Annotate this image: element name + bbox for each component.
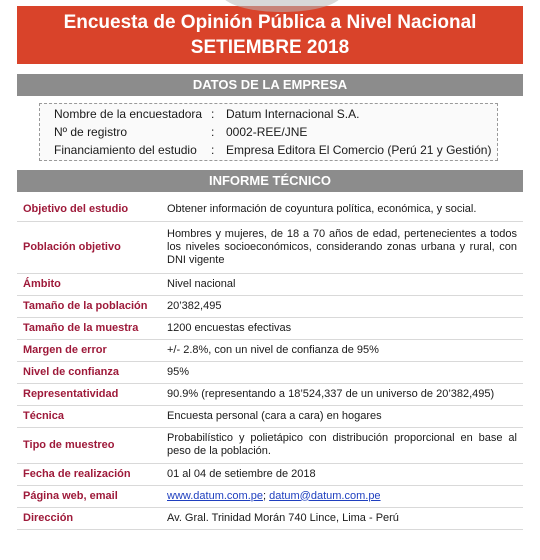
technical-section-heading: INFORME TÉCNICO (17, 170, 523, 192)
row-value (161, 485, 523, 507)
row-label: Tamaño de la muestra (17, 317, 161, 339)
row-value: Encuesta personal (cara a cara) en hogares (161, 405, 523, 427)
table-row (17, 361, 523, 383)
company-value: Empresa Editora El Comercio (Perú 21 y Gestión) (226, 143, 492, 157)
row-value: 01 al 04 de setiembre de 2018 (161, 463, 523, 485)
row-value: Hombres y mujeres, de 18 a 70 años de edad, pertenecientes a todos los niveles socioeconómicos, considerando zonas urbana y rural, con DNI vigente (161, 221, 523, 273)
table-row (17, 405, 523, 427)
row-value: Av. Gral. Trinidad Morán 740 Lince, Lima - Perú (161, 507, 523, 529)
company-label: Financiamiento del estudio (54, 143, 197, 157)
row-value: 90.9% (representando a 18’524,337 de un universo de 20’382,495) (161, 383, 523, 405)
table-row (17, 427, 523, 463)
colon-separator: : (211, 143, 215, 157)
row-label: Tipo de muestreo (17, 427, 161, 463)
row-label: Fecha de realización (17, 463, 161, 485)
row-value: +/- 2.8%, con un nivel de confianza de 95% (161, 339, 523, 361)
company-value: 0002-REE/JNE (226, 125, 308, 139)
row-label: Objetivo del estudio (17, 199, 161, 221)
report-title-banner (17, 6, 523, 64)
row-label: Representatividad (17, 383, 161, 405)
table-row (17, 199, 523, 221)
row-label: Población objetivo (17, 221, 161, 273)
company-label: Nombre de la encuestadora (54, 107, 203, 121)
table-row (17, 339, 523, 361)
company-details-box (39, 103, 498, 161)
row-label: Nivel de confianza (17, 361, 161, 383)
table-row (17, 295, 523, 317)
table-row (17, 507, 523, 529)
table-row (17, 383, 523, 405)
technical-report-table (17, 199, 523, 530)
row-value: 95% (161, 361, 523, 383)
row-label: Tamaño de la población (17, 295, 161, 317)
row-value: Probabilístico y polietápico con distribución proporcional en base al peso de la población. (161, 427, 523, 463)
table-row (17, 273, 523, 295)
row-value: Nivel nacional (161, 273, 523, 295)
company-value: Datum Internacional S.A. (226, 107, 360, 121)
email-link[interactable]: datum@datum.com.pe (269, 489, 381, 502)
table-row (17, 463, 523, 485)
row-label: Técnica (17, 405, 161, 427)
website-link[interactable]: www.datum.com.pe (167, 489, 263, 502)
table-row (17, 485, 523, 507)
colon-separator: : (211, 125, 215, 139)
report-title: Encuesta de Opinión Pública a Nivel Nacional (63, 12, 477, 33)
row-label: Margen de error (17, 339, 161, 361)
table-row (17, 317, 523, 339)
link-separator: ; (262, 489, 267, 502)
report-subtitle: SETIEMBRE 2018 (190, 37, 350, 58)
colon-separator: : (211, 107, 215, 121)
row-label: Ámbito (17, 273, 161, 295)
row-label: Página web, email (17, 485, 161, 507)
company-section-heading: DATOS DE LA EMPRESA (17, 74, 523, 96)
row-value: 20’382,495 (161, 295, 523, 317)
company-label: Nº de registro (54, 125, 128, 139)
row-label: Dirección (17, 507, 161, 529)
row-value: 1200 encuestas efectivas (161, 317, 523, 339)
row-value: Obtener información de coyuntura política, económica, y social. (161, 199, 523, 221)
table-row (17, 221, 523, 273)
